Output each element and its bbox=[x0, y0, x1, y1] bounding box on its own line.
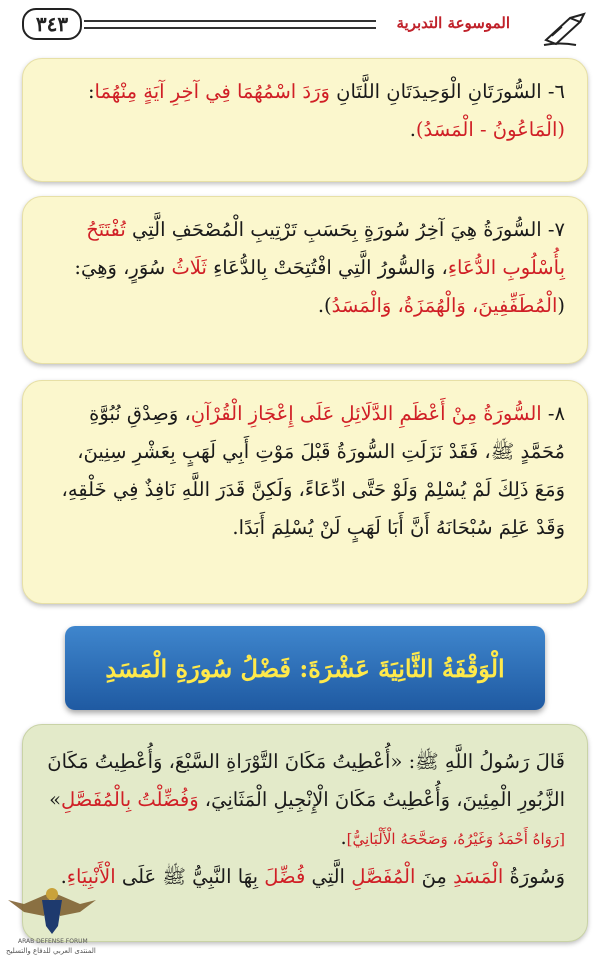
highlight: وَرَدَ اسْمُهُمَا فِي آخِرِ آيَةٍ مِنْهُمَا bbox=[94, 80, 330, 103]
point-8-card bbox=[22, 380, 588, 604]
highlight: (الْمَاعُونُ - الْمَسَدُ) bbox=[415, 118, 565, 141]
forum-watermark-logo bbox=[4, 882, 100, 960]
point-7-card bbox=[22, 196, 588, 364]
highlight: السُّورَةُ مِنْ أَعْظَمِ الدَّلَائِلِ عَلَى إِعْجَازِ الْقُرْآنِ bbox=[190, 402, 548, 425]
virtue-text: وَسُورَةُ الْمَسَدِ مِنَ الْمُفَصَّلِ الَّتِي فُضِّلَ بِهَا النَّبِيُّ ﷺ عَلَى الْأَنْبِيَاءِ. bbox=[60, 865, 565, 888]
book-title: الموسوعة التدبرية bbox=[396, 14, 510, 32]
section-title: الْوَقْفَةُ الثَّانِيَةَ عَشْرَةَ: فَضْلُ سُورَةِ الْمَسَدِ bbox=[105, 653, 505, 683]
highlight: ثَلَاثُ bbox=[171, 256, 207, 279]
point-number: ٦- bbox=[547, 80, 565, 103]
highlight: الْمُطَفِّفِينَ، وَالْهُمَزَةُ، وَالْمَسَدُ bbox=[331, 294, 558, 317]
hadith-text: قَالَ رَسُولُ اللَّهِ ﷺ: «أُعْطِيتُ مَكَانَ التَّوْرَاةِ السَّبْعَ، وَأُعْطِيتُ مَكَانَ الزَّبُورِ الْمِئِينَ، وَأُعْطِيتُ مَكَانَ الْإِنْجِيلِ الْمَثَانِيَ، وَفُضِّلْتُ بِالْمُفَصَّلِ» [رَوَاهُ أَحْمَدُ وَغَيْرُهُ، وَصَحَّحَهُ الْأَلْبَانِيُّ]. bbox=[47, 750, 565, 849]
point-7-text: ٧- السُّورَةُ هِيَ آخِرُ سُورَةٍ بِحَسَبِ تَرْتِيبِ الْمُصْحَفِ الَّتِي تُفْتَتَحُ بِأُسْلُوبِ الدُّعَاءِ، وَالسُّورُ الَّتِي افْتُتِحَتْ بِالدُّعَاءِ ثَلَاثُ سُوَرٍ، وَهِيَ: (الْمُطَفِّفِينَ، وَالْهُمَزَةُ، وَالْمَسَدُ). bbox=[74, 218, 565, 317]
point-6-text: ٦- السُّورَتَانِ الْوَحِيدَتَانِ اللَّتَانِ وَرَدَ اسْمُهُمَا فِي آخِرِ آيَةٍ مِنْهُمَا: (الْمَاعُونُ - الْمَسَدُ). bbox=[87, 80, 565, 141]
header-rule-bottom bbox=[84, 27, 376, 29]
highlight: الْمُفَصَّلِ bbox=[351, 865, 416, 888]
point-8-text: ٨- السُّورَةُ مِنْ أَعْظَمِ الدَّلَائِلِ عَلَى إِعْجَازِ الْقُرْآنِ، وَصِدْقِ نُبُوَّةِ مُحَمَّدٍ ﷺ، فَقَدْ نَزَلَتِ السُّورَةُ قَبْلَ مَوْتِ أَبِي لَهَبٍ بِعَشْرِ سِنِينَ، وَمَعَ ذَلِكَ لَمْ يُسْلِمْ وَلَوْ حَتَّى ادِّعَاءً، وَلَكِنَّ قَدَرَ اللَّهِ نَافِذٌ فِي خَلْقِهِ، وَقَدْ عَلِمَ سُبْحَانَهُ أَنَّ أَبَا لَهَبٍ لَنْ يُسْلِمَ أَبَدًا. bbox=[61, 402, 565, 539]
point-number: ٧- bbox=[547, 218, 565, 241]
virtue-card bbox=[22, 724, 588, 942]
quill-pen-icon bbox=[540, 12, 588, 48]
page-number: ٣٤٣ bbox=[22, 8, 82, 40]
highlight: تُفْتَتَحُ بِأُسْلُوبِ الدُّعَاءِ bbox=[86, 218, 565, 279]
section-banner bbox=[65, 626, 545, 710]
highlight: الْمَسَدِ bbox=[453, 865, 504, 888]
highlight: وَفُضِّلْتُ بِالْمُفَصَّلِ bbox=[61, 788, 199, 811]
point-number: ٨- bbox=[547, 402, 565, 425]
hadith-source: [رَوَاهُ أَحْمَدُ وَغَيْرُهُ، وَصَحَّحَهُ الْأَلْبَانِيُّ] bbox=[346, 830, 565, 848]
watermark-name-en: ARAB DEFENSE FORUM bbox=[18, 938, 88, 945]
eagle-emblem-icon bbox=[4, 882, 100, 938]
header-rule-top bbox=[84, 20, 376, 22]
highlight: فُضِّلَ bbox=[264, 865, 306, 888]
page-header bbox=[0, 0, 610, 52]
point-6-card bbox=[22, 58, 588, 182]
watermark-name-ar: المنتدى العربي للدفاع والتسليح bbox=[6, 947, 96, 955]
highlight: الْأَنْبِيَاءِ bbox=[66, 865, 116, 888]
